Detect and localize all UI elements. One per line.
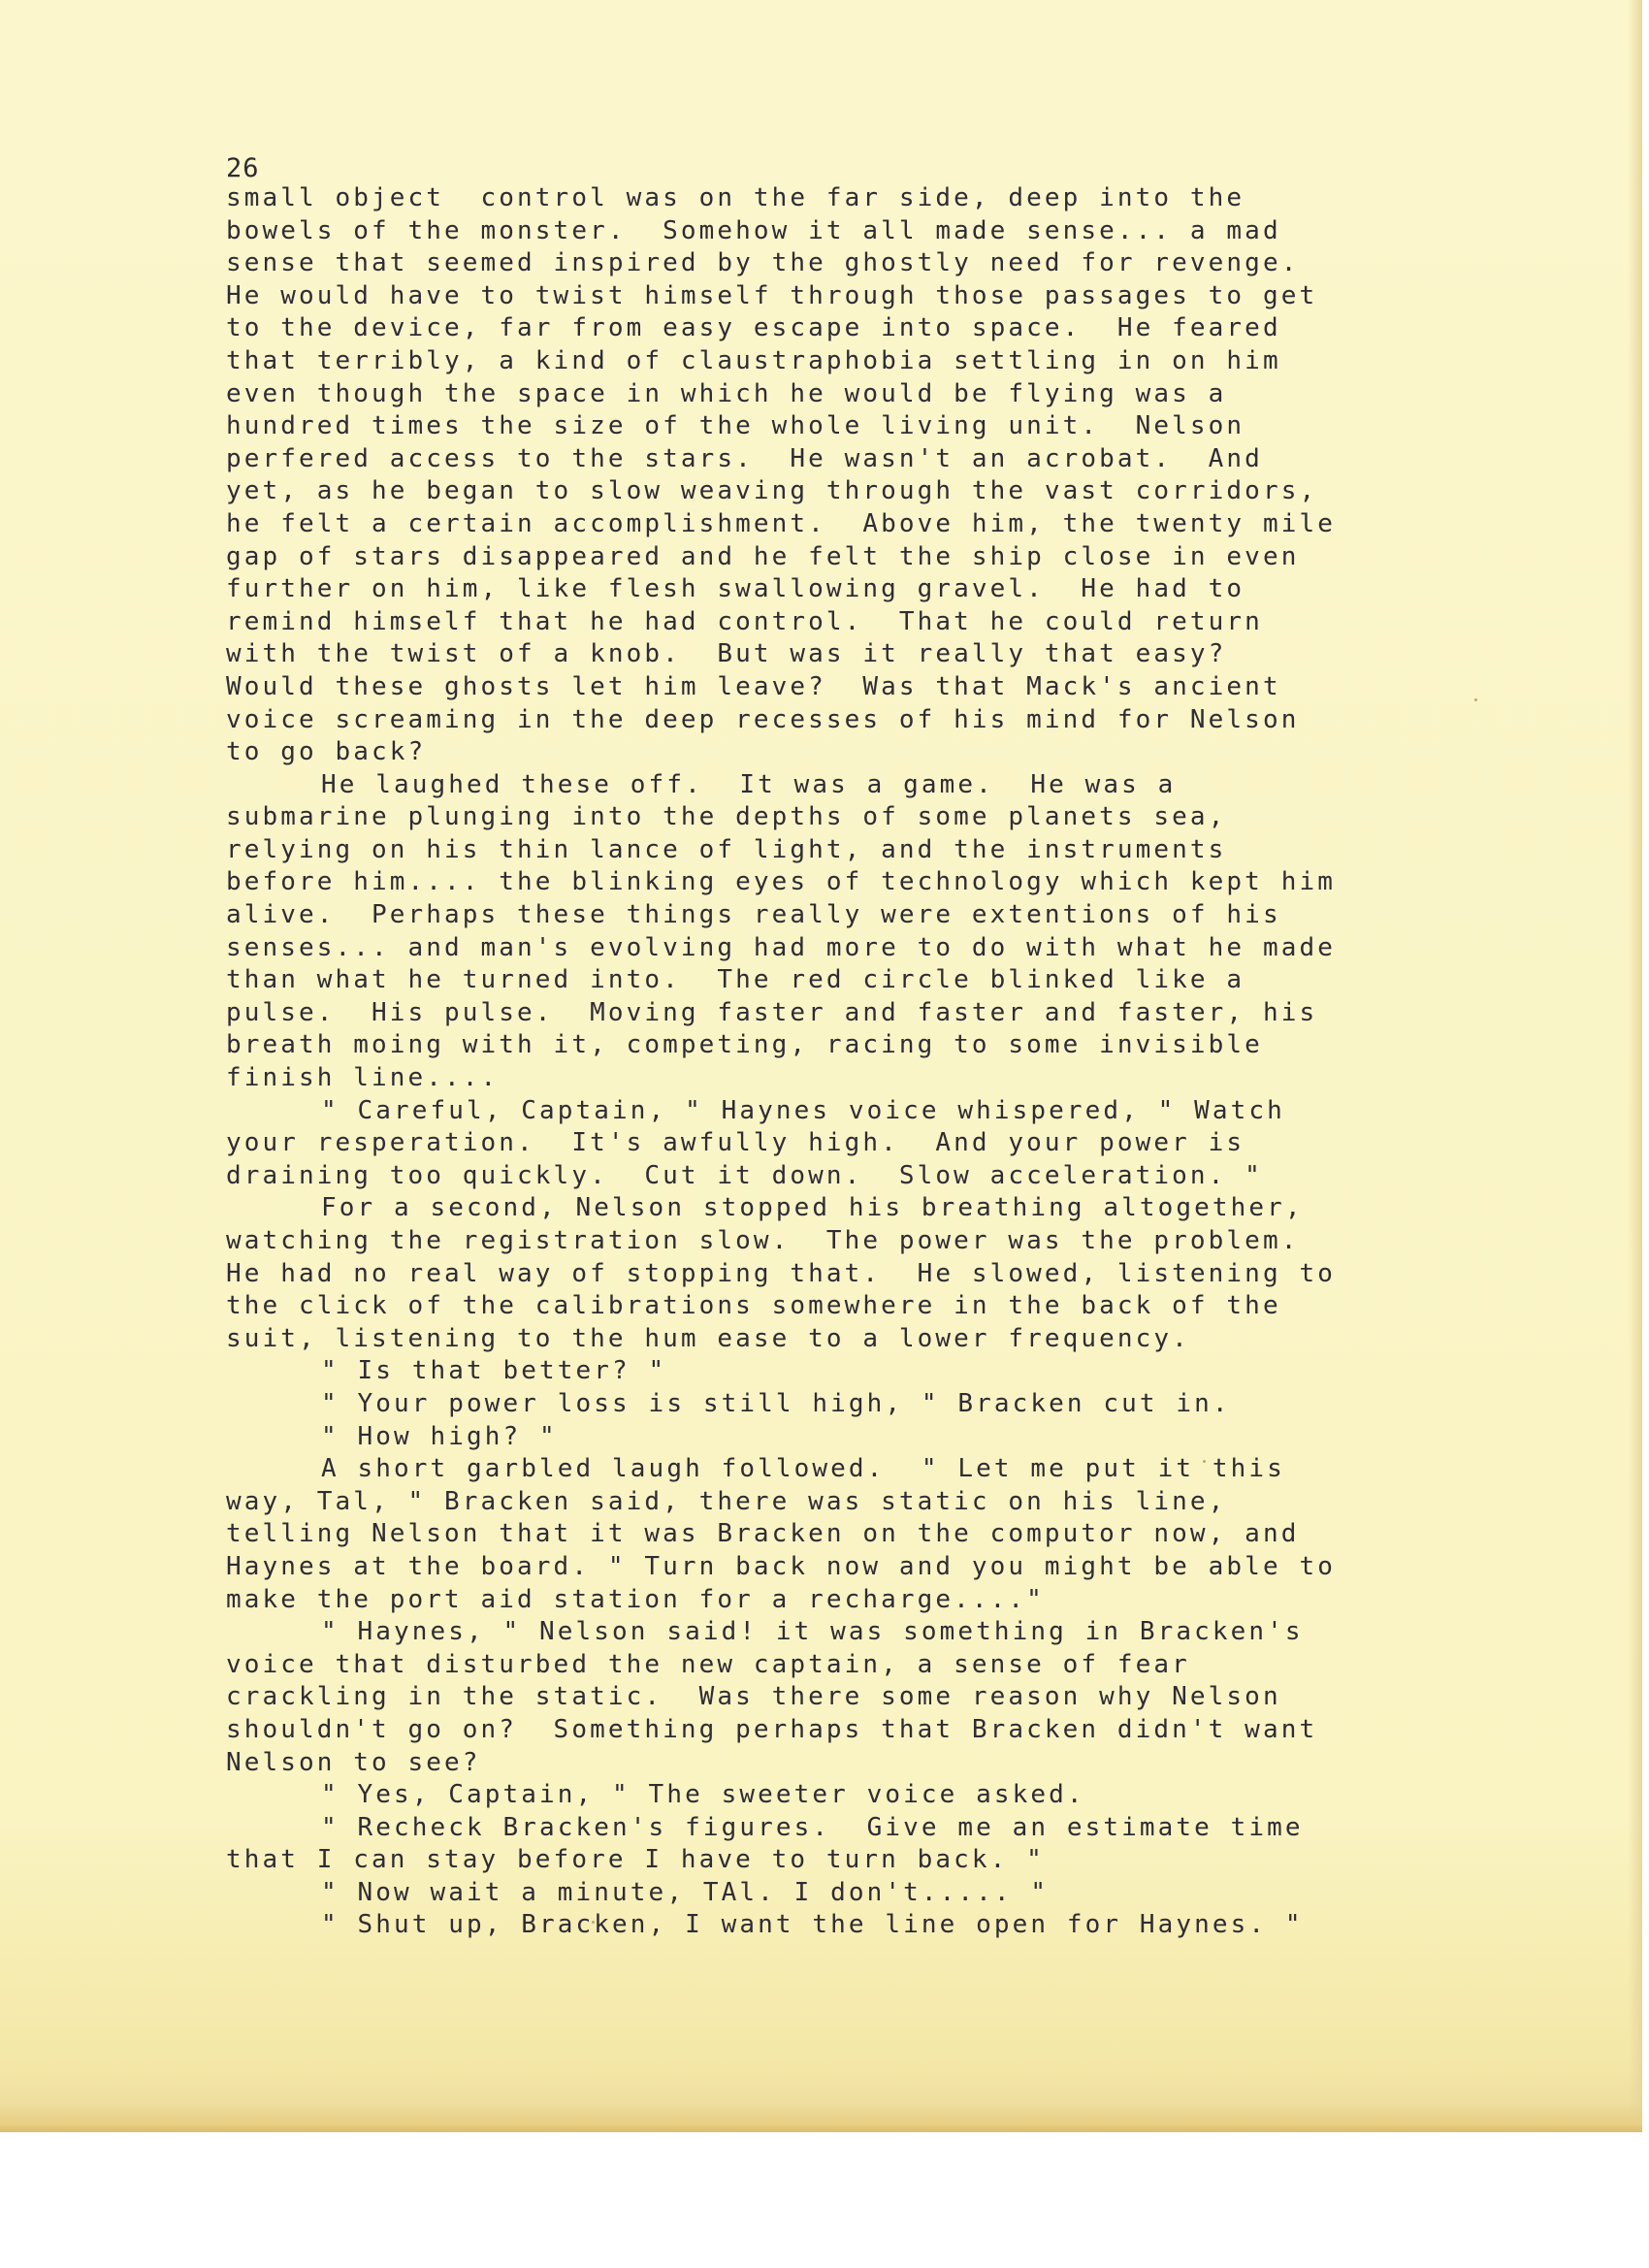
text-line: " Your power loss is still high, " Bracken cut in. <box>321 1388 1231 1418</box>
text-line: he felt a certain accomplishment. Above him, the twenty mile <box>226 508 1336 538</box>
text-line: the click of the calibrations somewhere in the back of the <box>226 1291 1281 1321</box>
text-line: Haynes at the board. " Turn back now and you might be able to <box>226 1551 1336 1581</box>
text-line: " Haynes, " Nelson said! it was something in Bracken's <box>321 1617 1304 1647</box>
text-line: A short garbled laugh followed. " Let me put it this <box>321 1454 1285 1484</box>
text-line: crackling in the static. Was there some reason why Nelson <box>226 1682 1281 1712</box>
paper-bottom-edge <box>0 2103 1642 2132</box>
text-line: way, Tal, " Bracken said, there was static on his line, <box>226 1486 1227 1516</box>
text-line: He laughed these off. It was a game. He was a <box>321 769 1177 799</box>
text-line: remind himself that he had control. That he could return <box>226 606 1263 636</box>
page-number: 26 <box>226 153 260 183</box>
text-line: small object control was on the far side, deep into the <box>226 183 1245 212</box>
text-line: pulse. His pulse. Moving faster and faster and faster, his <box>226 997 1318 1027</box>
text-line: telling Nelson that it was Bracken on the computor now, and <box>226 1519 1300 1549</box>
text-line: submarine plunging into the depths of some planets sea, <box>226 802 1227 832</box>
text-line: hundred times the size of the whole living unit. Nelson <box>226 411 1245 441</box>
scan-background <box>0 2132 1649 2268</box>
text-line: with the twist of a knob. But was it really that easy? <box>226 639 1227 669</box>
manuscript-body <box>226 182 1419 1942</box>
text-line: " Careful, Captain, " Haynes voice whispered, " Watch <box>321 1095 1285 1125</box>
text-line: breath moing with it, competing, racing to some invisible <box>226 1030 1263 1060</box>
text-line: finish line.... <box>226 1063 500 1093</box>
text-line: bowels of the monster. Somehow it all made sense... a mad <box>226 215 1281 245</box>
text-line: your resperation. It's awfully high. And your power is <box>226 1128 1245 1158</box>
text-line: Would these ghosts let him leave? Was that Mack's ancient <box>226 671 1281 701</box>
text-line: sense that seemed inspired by the ghostly need for revenge. <box>226 248 1300 278</box>
text-line: He would have to twist himself through those passages to get <box>226 280 1318 310</box>
text-line: " Now wait a minute, TAl. I don't..... " <box>321 1877 1050 1907</box>
text-line: draining too quickly. Cut it down. Slow acceleration. " <box>226 1160 1263 1190</box>
text-line: " Shut up, Bracken, I want the line open for Haynes. " <box>321 1910 1304 1940</box>
paper-right-edge <box>1628 0 1642 2132</box>
text-line: alive. Perhaps these things really were extentions of his <box>226 900 1281 930</box>
text-line: make the port aid station for a recharge...." <box>226 1584 1045 1614</box>
text-line: " How high? " <box>321 1421 558 1451</box>
text-line: gap of stars disappeared and he felt the ship close in even <box>226 541 1300 571</box>
text-line: " Yes, Captain, " The sweeter voice asked. <box>321 1780 1085 1810</box>
text-line: perfered access to the stars. He wasn't an acrobat. And <box>226 443 1263 473</box>
text-line: than what he turned into. The red circle blinked like a <box>226 965 1245 995</box>
text-line: " Recheck Bracken's figures. Give me an estimate time <box>321 1812 1304 1842</box>
paper-speck <box>1474 698 1477 701</box>
text-line: He had no real way of stopping that. He slowed, listening to <box>226 1258 1336 1288</box>
text-line: before him.... the blinking eyes of technology which kept him <box>226 867 1336 897</box>
text-line: further on him, like flesh swallowing gravel. He had to <box>226 574 1245 604</box>
text-line: voice that disturbed the new captain, a sense of fear <box>226 1649 1190 1679</box>
text-line: voice screaming in the deep recesses of his mind for Nelson <box>226 704 1300 734</box>
text-line: senses... and man's evolving had more to do with what he made <box>226 932 1336 962</box>
text-line: shouldn't go on? Something perhaps that Bracken didn't want <box>226 1714 1318 1744</box>
text-line: to the device, far from easy escape into space. He feared <box>226 313 1281 343</box>
text-line: relying on his thin lance of light, and the instruments <box>226 834 1227 864</box>
text-line: yet, as he began to slow weaving through the vast corridors, <box>226 476 1318 506</box>
text-line: Nelson to see? <box>226 1747 481 1777</box>
text-line: " Is that better? " <box>321 1356 667 1386</box>
text-line: to go back? <box>226 737 427 767</box>
text-line: even though the space in which he would be flying was a <box>226 378 1227 408</box>
text-line: suit, listening to the hum ease to a lower frequency. <box>226 1323 1190 1353</box>
text-line: watching the registration slow. The power was the problem. <box>226 1226 1300 1255</box>
text-line: For a second, Nelson stopped his breathing altogether, <box>321 1193 1304 1223</box>
text-line: that terribly, a kind of claustraphobia settling in on him <box>226 345 1281 375</box>
text-line: that I can stay before I have to turn back. " <box>226 1845 1045 1875</box>
